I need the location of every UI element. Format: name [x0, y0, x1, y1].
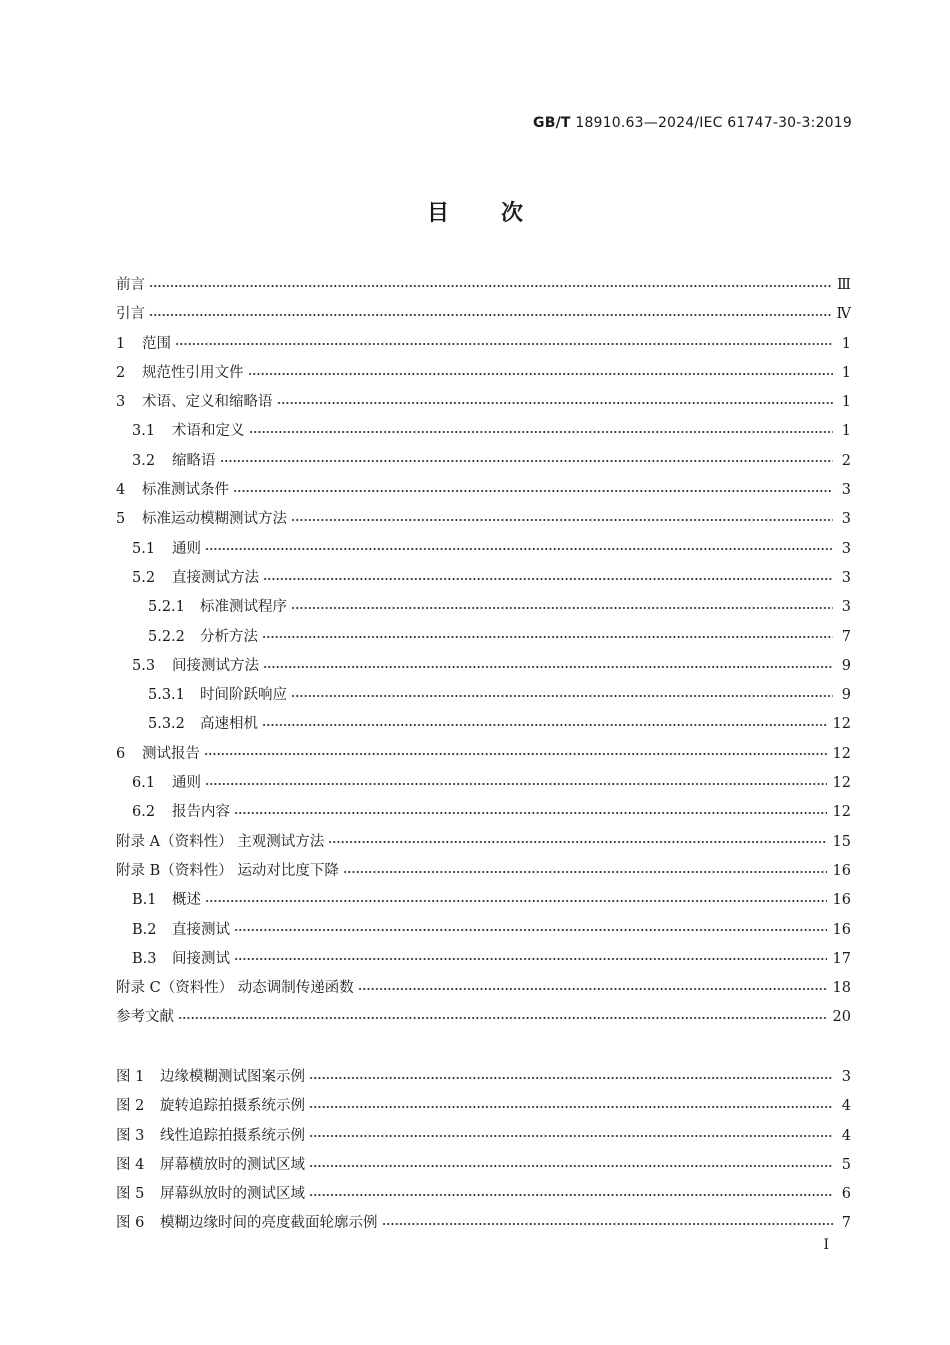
toc-entry-number: 5.3.2: [148, 716, 185, 733]
toc-entry-title: 高速相机: [200, 716, 258, 733]
toc-entry[interactable]: [116, 652, 851, 681]
toc-entry-title: 术语和定义: [172, 423, 245, 440]
toc-entry-page: 15: [832, 833, 851, 850]
toc-entry[interactable]: [116, 710, 851, 739]
toc-entry-title: 标准运动模糊测试方法: [142, 511, 287, 528]
figure-entry-title: 旋转追踪拍摄系统示例: [160, 1098, 305, 1115]
toc-entry-title: 附录 B（资料性） 运动对比度下降: [116, 862, 339, 879]
toc-entry[interactable]: [116, 388, 851, 417]
toc-entry-title: 附录 C（资料性） 动态调制传递函数: [116, 980, 354, 997]
figure-entry-title: 屏幕纵放时的测试区域: [160, 1186, 305, 1203]
toc-entry-title: 引言: [116, 306, 145, 323]
toc-entry-number: 5.2.1: [148, 599, 185, 616]
toc-entry[interactable]: [116, 857, 851, 886]
toc-entry[interactable]: [116, 593, 851, 622]
toc-entry-number: 6.1: [132, 775, 156, 792]
figure-entry[interactable]: [116, 1092, 851, 1121]
figure-entry[interactable]: [116, 1151, 851, 1180]
toc-entry-title: 通则: [172, 540, 201, 557]
dot-leader: [149, 310, 831, 320]
toc-entry[interactable]: [116, 916, 851, 945]
toc-entry-page: 3: [841, 511, 851, 528]
figure-entry[interactable]: [116, 1180, 851, 1209]
toc-entry[interactable]: [116, 476, 851, 505]
toc-entry-page: 3: [841, 569, 851, 586]
toc-entry-page: 3: [841, 540, 851, 557]
dot-leader: [309, 1102, 833, 1112]
toc-entry-title: 通则: [172, 775, 201, 792]
toc-entry[interactable]: [116, 447, 851, 476]
figure-entry-title: 模糊边缘时间的亮度截面轮廓示例: [160, 1215, 378, 1232]
toc-entry-title: 术语、定义和缩略语: [142, 394, 273, 411]
toc-entry-page: 12: [832, 804, 851, 821]
toc-entry-title: 直接测试方法: [172, 569, 259, 586]
dot-leader: [309, 1131, 833, 1141]
toc-entry-number: 2: [116, 364, 126, 381]
toc-entry-page: 1: [841, 394, 851, 411]
toc-entry[interactable]: [116, 623, 851, 652]
toc-entry-title: 时间阶跃响应: [200, 687, 287, 704]
toc-entry-number: B.2: [132, 921, 157, 938]
toc-entry-page: 17: [832, 950, 851, 967]
toc-entry-number: 5.3: [132, 657, 156, 674]
toc-entry[interactable]: [116, 769, 851, 798]
toc-entry-title: 标准测试程序: [200, 599, 287, 616]
toc-entry[interactable]: [116, 505, 851, 534]
figure-entry-page: 6: [841, 1186, 851, 1203]
toc-entry-number: 5.2: [132, 569, 156, 586]
toc-entry-number: 3.1: [132, 423, 156, 440]
toc-entry-number: 6.2: [132, 804, 156, 821]
toc-entry-page: 1: [841, 423, 851, 440]
toc-entry-number: 5: [116, 511, 126, 528]
figure-entry-page: 4: [841, 1127, 851, 1144]
dot-leader: [248, 369, 834, 379]
toc-entry[interactable]: [116, 330, 851, 359]
toc-entry-title: 直接测试: [172, 921, 230, 938]
standard-code-number: 18910.63—2024/IEC 61747-30-3:2019: [575, 115, 852, 131]
toc-entry-page: Ⅳ: [836, 306, 851, 323]
figure-entry-title: 边缘模糊测试图案示例: [160, 1069, 305, 1085]
toc-entry-page: 3: [841, 599, 851, 616]
toc-entry-number: B.1: [132, 892, 157, 909]
figure-entry-page: 3: [841, 1069, 851, 1085]
toc-entry-page: 9: [841, 657, 851, 674]
dot-leader: [263, 574, 833, 584]
toc-entry-page: 18: [832, 980, 851, 997]
toc-entry[interactable]: [116, 535, 851, 564]
toc-entry-page: 7: [841, 628, 851, 645]
dot-leader: [205, 779, 827, 789]
figure-entry-page: 4: [841, 1098, 851, 1115]
dot-leader: [249, 427, 834, 437]
dot-leader: [234, 954, 827, 964]
toc-entry-title: 参考文献: [116, 1009, 174, 1026]
toc-entry-page: 16: [832, 892, 851, 909]
toc-entry-title: 概述: [172, 892, 201, 909]
dot-leader: [149, 281, 831, 291]
standard-code-prefix: GB/T: [533, 115, 571, 131]
toc-entry-page: 12: [832, 745, 851, 762]
figure-entry-page: 5: [841, 1156, 851, 1173]
figure-entry-number: 图 6: [116, 1215, 145, 1232]
dot-leader: [234, 925, 827, 935]
dot-leader: [309, 1073, 833, 1083]
toc-entry-page: 20: [832, 1009, 851, 1026]
toc-entry[interactable]: [116, 974, 851, 1003]
standard-code-header: [533, 115, 852, 131]
toc-entry[interactable]: [116, 681, 851, 710]
dot-leader: [205, 896, 827, 906]
figure-entry-number: 图 3: [116, 1127, 145, 1144]
dot-leader: [309, 1161, 833, 1171]
toc-entry-page: 2: [841, 452, 851, 469]
toc-entry-number: 3: [116, 394, 126, 411]
dot-leader: [291, 515, 833, 525]
toc-entry[interactable]: [116, 359, 851, 388]
toc-entry[interactable]: [116, 271, 851, 300]
toc-entry-page: Ⅲ: [837, 277, 851, 293]
dot-leader: [382, 1219, 834, 1229]
page-title: 目次: [426, 201, 575, 226]
dot-leader: [291, 603, 833, 613]
toc-entry-title: 附录 A（资料性） 主观测试方法: [116, 833, 325, 850]
toc-entry-page: 1: [841, 335, 851, 352]
table-of-contents: [116, 271, 851, 1033]
dot-leader: [178, 1013, 827, 1023]
toc-entry[interactable]: [116, 740, 851, 769]
dot-leader: [262, 632, 833, 642]
dot-leader: [204, 749, 827, 759]
toc-entry[interactable]: [116, 417, 851, 446]
toc-entry-title: 缩略语: [172, 452, 216, 469]
page-number: I: [823, 1237, 829, 1253]
toc-entry-page: 9: [841, 687, 851, 704]
figure-entry-number: 图 4: [116, 1156, 145, 1173]
toc-entry[interactable]: [116, 564, 851, 593]
figure-entry[interactable]: [116, 1209, 851, 1238]
dot-leader: [291, 691, 833, 701]
toc-entry[interactable]: [116, 945, 851, 974]
dot-leader: [343, 867, 827, 877]
toc-entry-number: 5.1: [132, 540, 156, 557]
toc-entry-page: 12: [832, 716, 851, 733]
toc-entry-page: 16: [832, 862, 851, 879]
figure-list: [116, 1063, 851, 1239]
figure-entry-title: 线性追踪拍摄系统示例: [160, 1127, 305, 1144]
toc-entry-title: 分析方法: [200, 628, 258, 645]
toc-entry-page: 1: [841, 364, 851, 381]
dot-leader: [233, 486, 833, 496]
toc-entry[interactable]: [116, 300, 851, 329]
toc-entry-title: 间接测试: [172, 950, 230, 967]
toc-entry[interactable]: [116, 886, 851, 915]
toc-entry-number: 1: [116, 335, 126, 352]
dot-leader: [234, 808, 827, 818]
toc-entry-title: 前言: [116, 277, 145, 293]
toc-entry[interactable]: [116, 828, 851, 857]
dot-leader: [309, 1190, 833, 1200]
toc-entry[interactable]: [116, 798, 851, 827]
dot-leader: [263, 662, 833, 672]
toc-entry-number: B.3: [132, 950, 157, 967]
figure-entry-number: 图 5: [116, 1186, 145, 1203]
toc-entry-title: 测试报告: [142, 745, 200, 762]
figure-entry-number: 图 2: [116, 1098, 145, 1115]
toc-entry-number: 5.3.1: [148, 687, 185, 704]
dot-leader: [328, 837, 826, 847]
figure-entry[interactable]: [116, 1122, 851, 1151]
toc-entry-title: 范围: [142, 335, 171, 352]
dot-leader: [262, 720, 827, 730]
toc-entry-title: 间接测试方法: [172, 657, 259, 674]
figure-entry-page: 7: [841, 1215, 851, 1232]
toc-entry-page: 12: [832, 775, 851, 792]
toc-entry-number: 3.2: [132, 452, 156, 469]
dot-leader: [277, 398, 834, 408]
figure-entry-number: 图 1: [116, 1069, 145, 1085]
figure-entry-title: 屏幕横放时的测试区域: [160, 1156, 305, 1173]
toc-entry-number: 4: [116, 482, 126, 499]
toc-entry-page: 3: [841, 482, 851, 499]
toc-entry-page: 16: [832, 921, 851, 938]
toc-entry-title: 标准测试条件: [142, 482, 229, 499]
toc-entry-title: 规范性引用文件: [142, 364, 244, 381]
toc-entry[interactable]: [116, 1003, 851, 1032]
dot-leader: [358, 984, 827, 994]
dot-leader: [175, 339, 833, 349]
toc-entry-title: 报告内容: [172, 804, 230, 821]
toc-entry-number: 6: [116, 745, 126, 762]
toc-entry-number: 5.2.2: [148, 628, 185, 645]
dot-leader: [205, 544, 833, 554]
dot-leader: [220, 456, 834, 466]
figure-entry[interactable]: [116, 1063, 851, 1092]
